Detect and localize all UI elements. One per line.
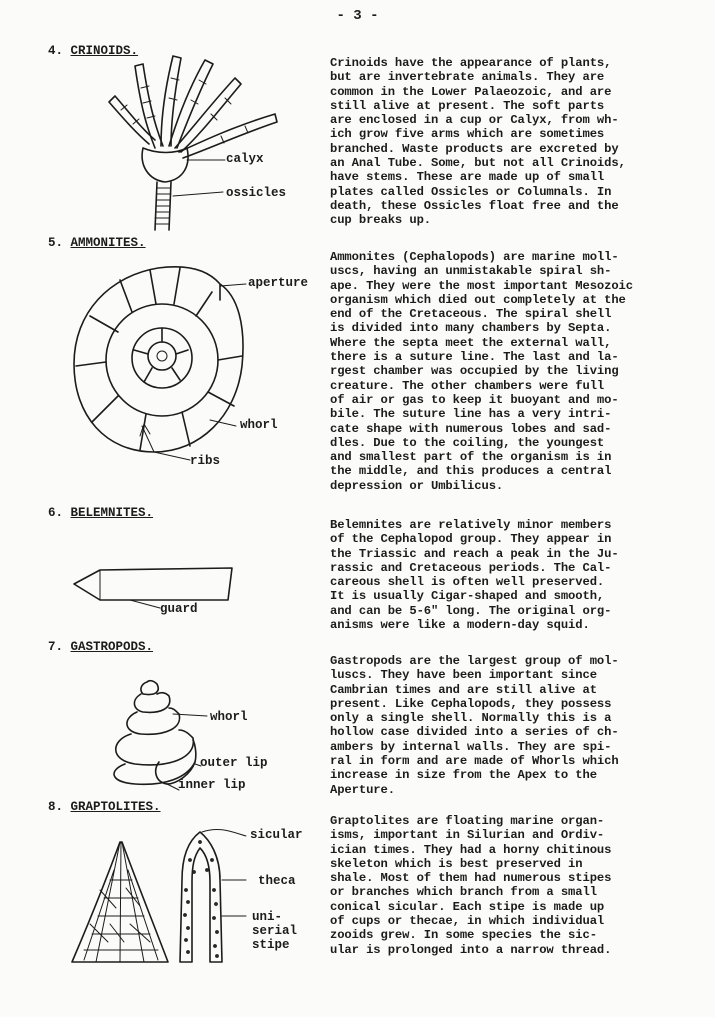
label-ossicles: ossicles bbox=[226, 186, 287, 200]
ammonite-inner-whorl-3 bbox=[148, 342, 176, 370]
belemnites-text: Belemnites are relatively minor members of the Cephalopod group. They appear in the Triassic and reach a peak in the Ju- rassic and Cretaceous periods. The Cal- careous shell is often well preserved. It is usually Cigar-shaped and smooth, and can be 5-6" long. The original org- anisms were like a modern-day squid. bbox=[330, 518, 619, 633]
page-number: - 3 - bbox=[336, 8, 379, 24]
label-whorl: whorl bbox=[210, 710, 248, 724]
label-calyx: calyx bbox=[226, 152, 264, 166]
label-guard: guard bbox=[160, 602, 198, 616]
label-ribs: ribs bbox=[190, 454, 221, 468]
crinoid-arms bbox=[109, 56, 277, 158]
ammonites-text: Ammonites (Cephalopods) are marine moll- uscs, having an unmistakable spiral sh- ape. They were the most important Mesozoic organism which died out completely at the end of the Cretaceous. The spiral shell is divided into many chambers by Septa. Where the septa meet the external wall, there is a suture line. The last and la- rgest chamber was occupied by the living creature. The other chambers were full of air or gas to keep it buoyant and mo- bile. The suture line has a very intri- cate shape with numerous lobes and sad- dles. Due to the coiling, the youngest and smallest part of the organism is in the middle, and this produces a central depression or Umbilicus. bbox=[330, 250, 633, 493]
belemnite-guard bbox=[74, 568, 232, 600]
label-aperture: aperture bbox=[248, 276, 309, 290]
section-number: 4. bbox=[48, 44, 64, 58]
crinoids-text: Crinoids have the appearance of plants, but are invertebrate animals. They are common in the Lower Palaeozoic, and are still alive at present. The soft parts are enclosed in a cup or Calyx, from wh- ich grow five arms which are sometimes branched. Waste products are excreted by an Anal Tube. Some, but not all Crinoids, have stems. These are made up of small plates called Ossicles or Columnals. In death, these Ossicles float free and the cup breaks up. bbox=[330, 56, 626, 228]
graptolite-thecae-dots bbox=[184, 841, 218, 957]
section-title: GRAPTOLITES. bbox=[70, 800, 161, 814]
graptolite-network bbox=[72, 842, 168, 962]
gastropod-illustration bbox=[95, 678, 235, 790]
label-sicular: sicular bbox=[250, 828, 303, 842]
section-number: 6. bbox=[48, 506, 64, 520]
label-theca: theca bbox=[258, 874, 296, 888]
label-uniserial-stipe: uni- serial stipe bbox=[252, 910, 298, 952]
section-title: BELEMNITES. bbox=[70, 506, 154, 520]
section-number: 8. bbox=[48, 800, 64, 814]
label-inner-lip: inner lip bbox=[178, 778, 246, 792]
gastropods-text: Gastropods are the largest group of mol- luscs. They have been important since Cambrian times and are still alive at present. Like Cephalopods, they possess only a single shell. Normally this is a hollow case divided into a series of ch- ambers by internal walls. They are spi- ral in form and are made of Whorls which increase in size from the Apex to the Aperture. bbox=[330, 654, 619, 797]
section-title: GASTROPODS. bbox=[70, 640, 154, 654]
label-outer-lip: outer lip bbox=[200, 756, 268, 770]
calyx-shape bbox=[142, 148, 188, 182]
section-title: CRINOIDS. bbox=[70, 44, 139, 58]
label-whorl: whorl bbox=[240, 418, 278, 432]
ammonite-illustration bbox=[70, 256, 250, 456]
heading-belemnites bbox=[48, 506, 153, 520]
graptolite-stipe bbox=[180, 832, 222, 962]
ossicles-stem bbox=[155, 182, 171, 230]
ammonite-umbilicus bbox=[157, 351, 167, 361]
section-number: 5. bbox=[48, 236, 64, 250]
graptolite-colony-illustration bbox=[70, 820, 250, 970]
heading-graptolites bbox=[48, 800, 161, 814]
heading-gastropods bbox=[48, 640, 153, 654]
gastropod-shell bbox=[114, 681, 196, 785]
section-title: AMMONITES. bbox=[70, 236, 146, 250]
graptolites-text: Graptolites are floating marine organ- isms, important in Silurian and Ordiv- ician times. They had a horny chitinous skeleton which is best preserved in shale. Most of them had numerous stipes or branches which branch from a small conical sicular. Each stipe is made up of cups or thecae, in which individual zooids grew. In some species the sic- ular is prolonged into a narrow thread. bbox=[330, 814, 612, 957]
section-number: 7. bbox=[48, 640, 64, 654]
heading-ammonites bbox=[48, 236, 146, 250]
ammonite-inner-whorl-1 bbox=[106, 304, 218, 416]
crinoid-illustration bbox=[95, 48, 305, 233]
